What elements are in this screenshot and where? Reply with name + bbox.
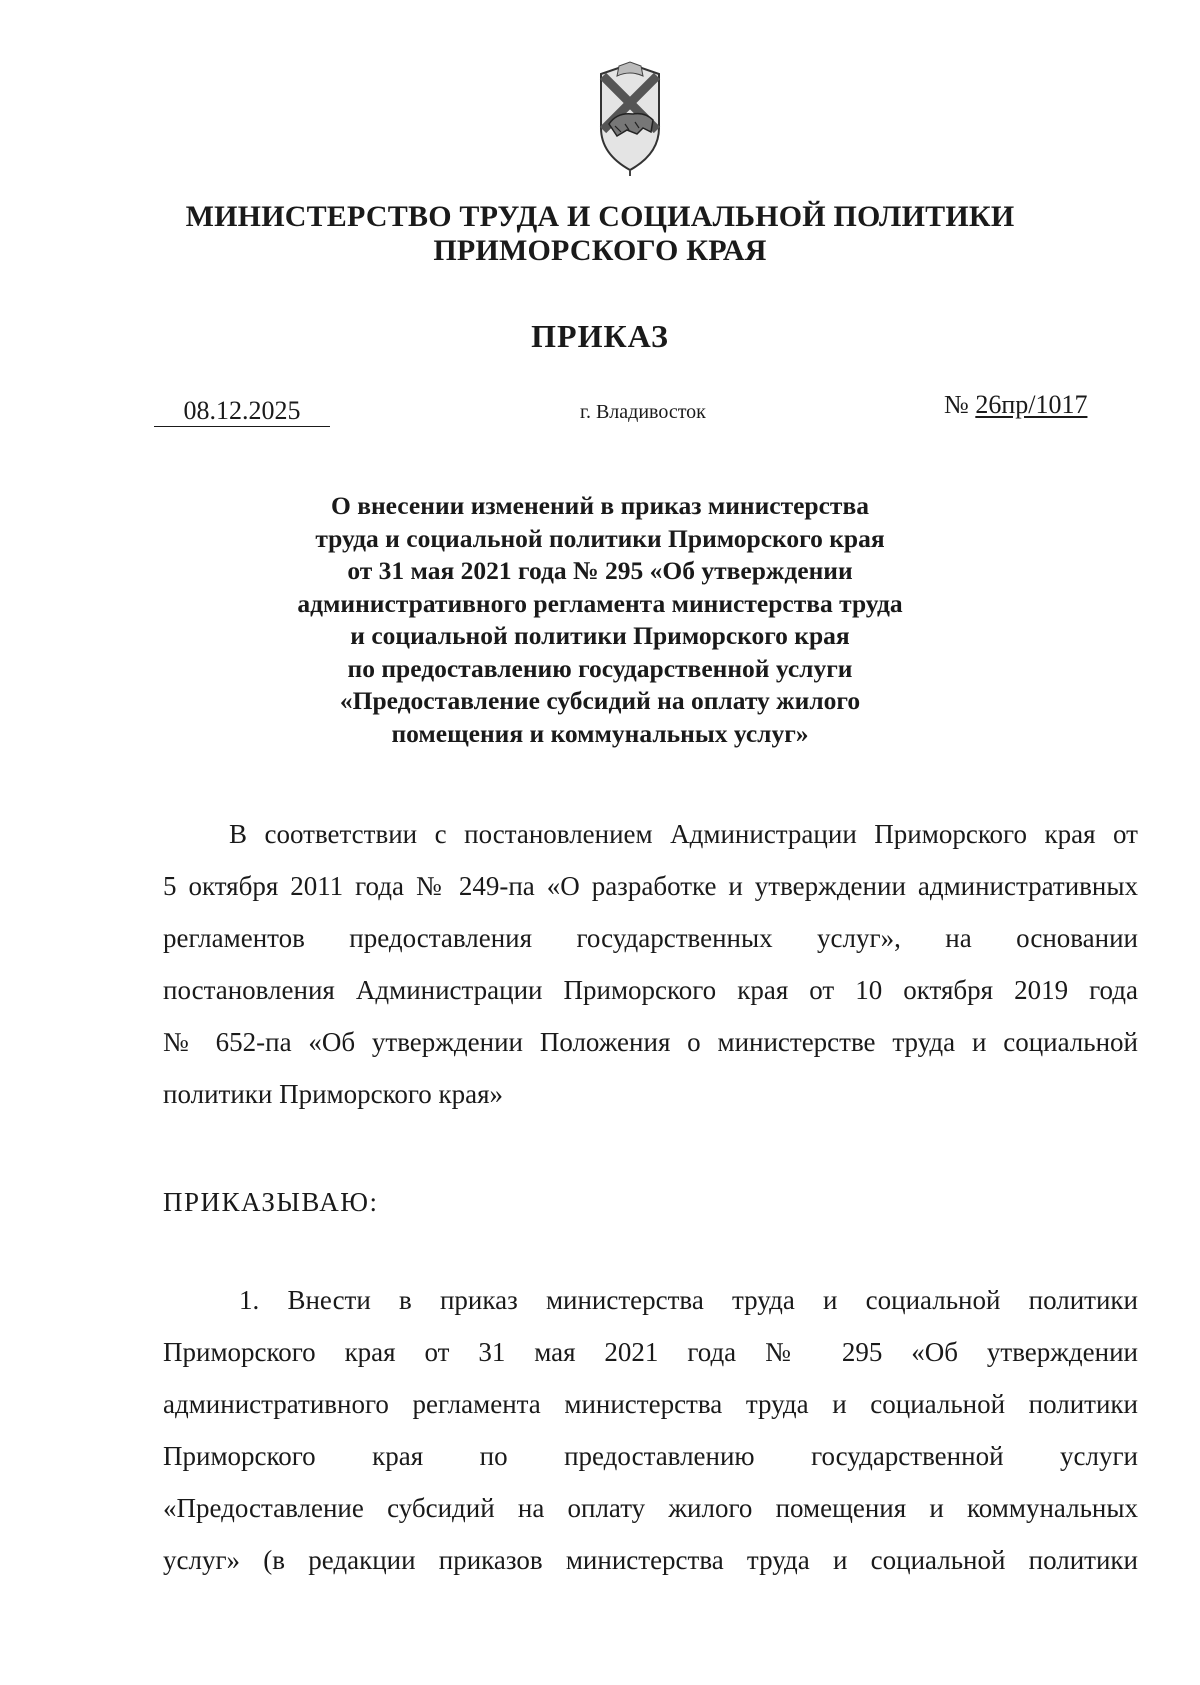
preamble-line: постановления Администрации Приморского края от 10 октября 2019 года [163,975,1138,1005]
item-line: 1. Внести в приказ министерства труда и социальной политики [239,1285,1138,1315]
preamble-line: В соответствии с постановлением Администрации Приморского края от [229,819,1138,849]
document-subject [250,490,950,750]
subject-line: труда и социальной политики Приморского края [315,523,885,553]
document-number [944,390,1087,420]
item-line: услуг» (в редакции приказов министерства труда и социальной политики [163,1545,1138,1575]
preamble-paragraph [163,808,1138,1120]
subject-line: помещения и коммунальных услуг» [391,718,809,748]
item-line: Приморского края по предоставлению государственной услуги [163,1441,1138,1471]
document-date: 08.12.2025 [154,396,330,427]
subject-line: и социальной политики Приморского края [350,621,850,650]
preamble-line: регламентов предоставления государственных услуг», на основании [163,923,1138,953]
subject-line: «Предоставление субсидий на оплату жилого [339,686,861,715]
organization-line-2: ПРИМОРСКОГО КРАЯ [433,234,767,267]
subject-line: по предоставлению государственной услуги [347,653,853,683]
preamble-line: 5 октября 2011 года № 249-па «О разработке и утверждении административных [163,871,1138,901]
item-line: «Предоставление субсидий на оплату жилого помещения и коммунальных [163,1493,1138,1523]
number-value: 26пр/1017 [975,390,1088,419]
document-city: г. Владивосток [580,401,706,423]
preamble-line: № 652-па «Об утверждении Положения о министерстве труда и социальной [163,1027,1138,1057]
subject-line: административного регламента министерства труда [297,588,903,618]
item-line: административного регламента министерства труда и социальной политики [163,1389,1138,1419]
preamble-line: политики Приморского края» [163,1079,504,1109]
order-directive: ПРИКАЗЫВАЮ: [163,1187,379,1217]
order-item-1 [163,1274,1138,1586]
subject-line: от 31 мая 2021 года № 295 «Об утверждении [347,556,853,585]
subject-line: О внесении изменений в приказ министерства [331,491,869,520]
organization-name [0,200,1200,268]
number-sign: № [944,390,969,419]
organization-line-1: МИНИСТЕРСТВО ТРУДА И СОЦИАЛЬНОЙ ПОЛИТИКИ [185,200,1015,233]
document-type: ПРИКАЗ [531,318,669,354]
coat-of-arms-icon [587,58,673,176]
item-line: Приморского края от 31 мая 2021 года № 295 «Об утверждении [163,1337,1138,1367]
